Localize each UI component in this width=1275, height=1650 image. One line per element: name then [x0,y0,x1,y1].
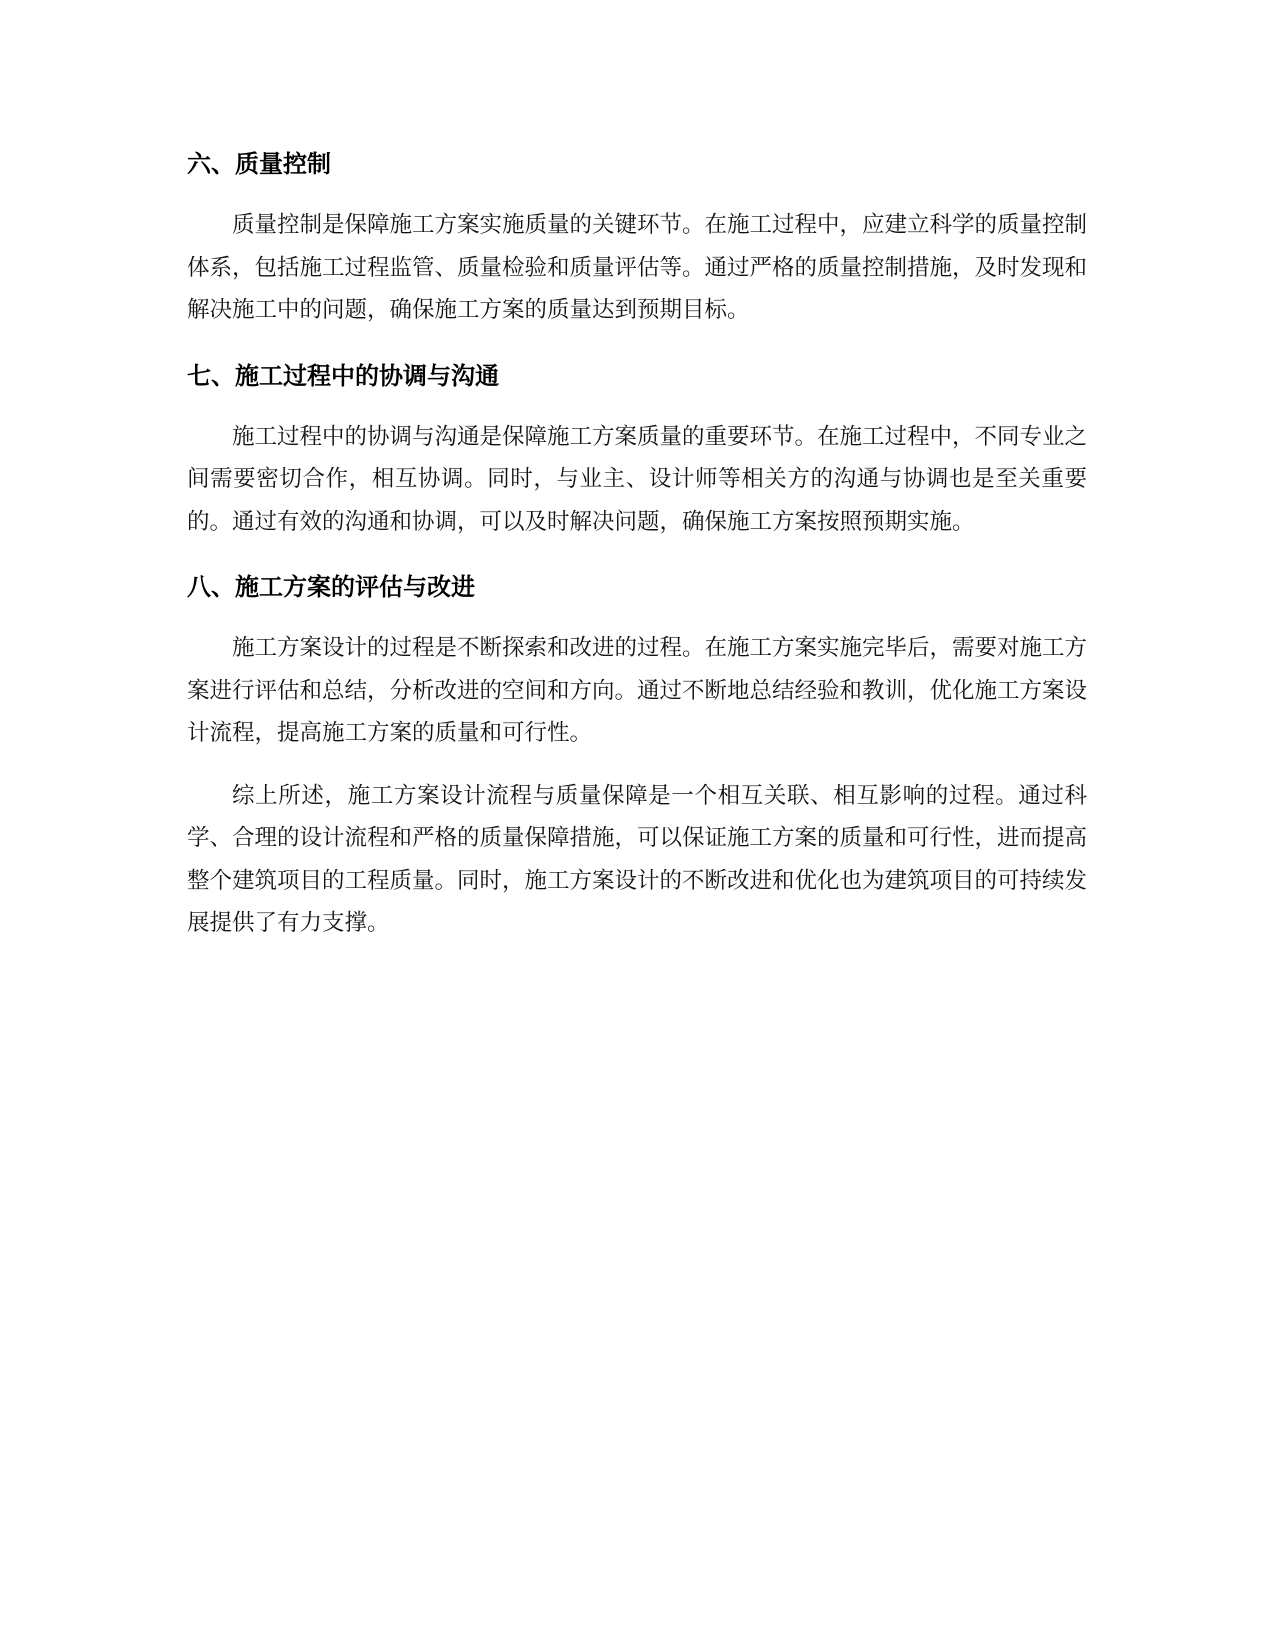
paragraph-evaluation: 施工方案设计的过程是不断探索和改进的过程。在施工方案实施完毕后，需要对施工方案进行评估和总结，分析改进的空间和方向。通过不断地总结经验和教训，优化施工方案设计流程，提高施工方案的质量和可行性。 [187,635,1088,746]
section-heading-coordination: 七、施工过程中的协调与沟通 [187,361,499,390]
paragraph-conclusion: 综上所述，施工方案设计流程与质量保障是一个相互关联、相互影响的过程。通过科学、合理的设计流程和严格的质量保障措施，可以保证施工方案的质量和可行性，进而提高整个建筑项目的工程质量。同时，施工方案设计的不断改进和优化也为建筑项目的可持续发展提供了有力支撑。 [187,782,1088,936]
section-heading-quality-control: 六、质量控制 [187,150,331,178]
section-heading-evaluation: 八、施工方案的评估与改进 [187,573,475,601]
document-body [187,146,1087,965]
paragraph-quality-control: 质量控制是保障施工方案实施质量的关键环节。在施工过程中，应建立科学的质量控制体系，包括施工过程监管、质量检验和质量评估等。通过严格的质量控制措施，及时发现和解决施工中的问题，确保施工方案的质量达到预期目标。 [187,212,1088,323]
paragraph-coordination: 施工过程中的协调与沟通是保障施工方案质量的重要环节。在施工过程中，不同专业之间需要密切合作，相互协调。同时，与业主、设计师等相关方的沟通与协调也是至关重要的。通过有效的沟通和协调，可以及时解决问题，确保施工方案按照预期实施。 [187,423,1088,535]
